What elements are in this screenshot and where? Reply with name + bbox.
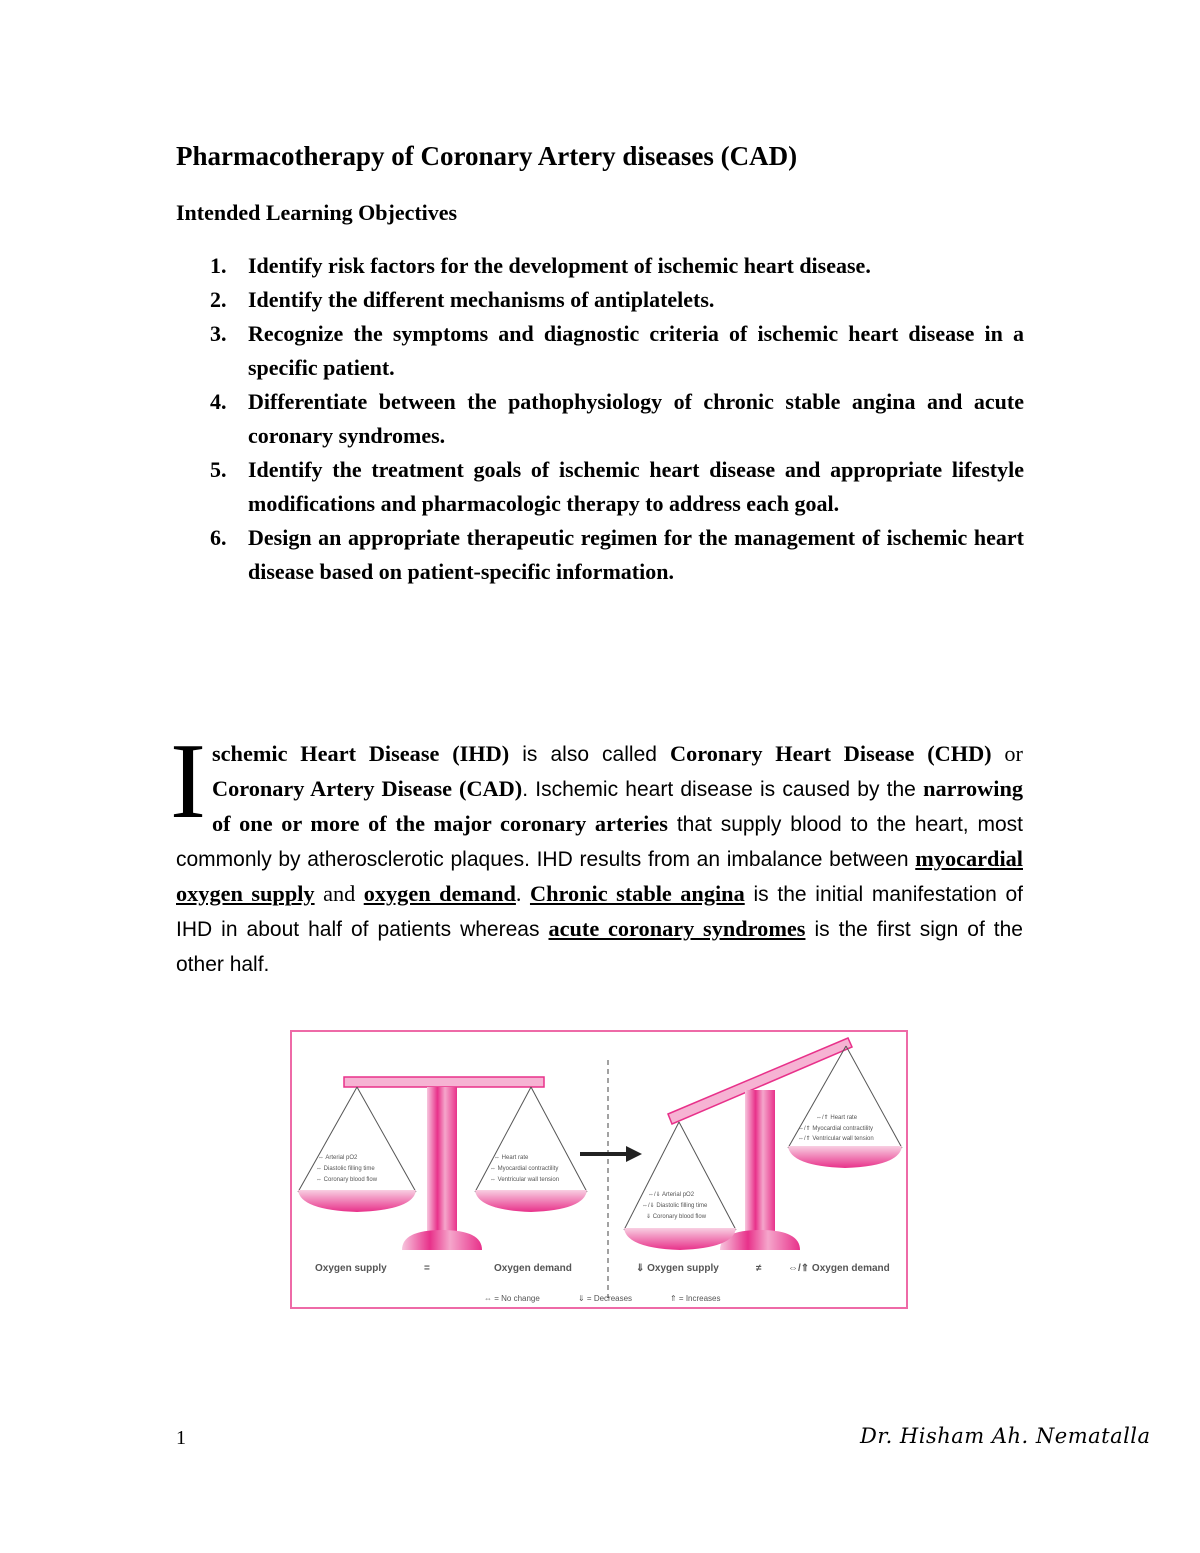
objective-item	[176, 385, 1024, 453]
objective-number: 4.	[210, 389, 227, 414]
term-acs: acute coronary syndromes	[548, 916, 806, 941]
page-number: 1	[176, 1427, 186, 1449]
label-oxygen-supply-decreased: ⇓ Oxygen supply	[636, 1263, 719, 1274]
objective-item	[176, 249, 1024, 283]
left-beam	[344, 1077, 544, 1087]
legend-no-change: ⇔ = No change	[484, 1294, 540, 1303]
objective-item	[176, 283, 1024, 317]
objective-number: 6.	[210, 525, 227, 550]
term-cad: Coronary Artery Disease (CAD)	[211, 776, 523, 801]
label-oxygen-supply: Oxygen supply	[315, 1263, 387, 1274]
text: is the initial manifestation of IHD in about half of patients whereas	[176, 883, 1024, 941]
pan-label: ⇔ Ventricular wall tension	[490, 1177, 560, 1183]
term-narrowing: narrowing of one or more of the major coronary arteries	[211, 776, 1023, 836]
objectives-list	[176, 249, 1024, 589]
objective-item	[176, 317, 1024, 385]
text: and	[314, 881, 364, 906]
text: is the first sign of the other half.	[176, 918, 1023, 976]
left-pillar	[427, 1087, 457, 1237]
objective-number: 1.	[210, 253, 227, 278]
text: . Ischemic heart disease is caused by the	[522, 778, 924, 801]
objectives-heading: Intended Learning Objectives	[176, 200, 458, 225]
term-ihd: schemic Heart Disease (IHD)	[211, 741, 510, 766]
text: or	[991, 741, 1023, 766]
label-not-equal: ≠	[756, 1263, 762, 1274]
label-oxygen-demand: Oxygen demand	[494, 1263, 572, 1274]
text: that supply blood to the heart, most commonly by atherosclerotic plaques. IHD results from an imbalance between	[176, 813, 1024, 871]
term-chd: Coronary Heart Disease (CHD)	[670, 741, 992, 766]
pan-label: ⇔/⇑ Ventricular wall tension	[798, 1136, 874, 1142]
objective-number: 2.	[210, 287, 227, 312]
objective-text: Identify risk factors for the development of ischemic heart disease.	[248, 253, 871, 278]
text: .	[515, 881, 530, 906]
objective-text: Identify the treatment goals of ischemic heart disease and appropriate lifestyle modifications and pharmacologic therapy to address each goal.	[248, 457, 1024, 516]
legend-increases: ⇑ = Increases	[670, 1294, 721, 1303]
pan-label: ⇔/⇑ Heart rate	[816, 1115, 858, 1121]
label-equals: =	[424, 1263, 430, 1274]
ihd-paragraph	[170, 722, 1024, 982]
term-stable-angina: Chronic stable angina	[529, 881, 745, 906]
objective-number: 5.	[210, 457, 227, 482]
objective-text: Differentiate between the pathophysiology of chronic stable angina and acute coronary syndromes.	[248, 389, 1024, 448]
objective-item	[176, 521, 1024, 589]
pan-label: ⇓ Coronary blood flow	[646, 1214, 707, 1220]
pan-label: ⇔ Heart rate	[494, 1155, 529, 1161]
pan-label: ⇔ Coronary blood flow	[316, 1177, 378, 1183]
page-title: Pharmacotherapy of Coronary Artery diseases (CAD)	[176, 141, 798, 171]
author-signature: Dr. Hisham Ah. Nematalla	[860, 1424, 1151, 1448]
objective-number: 3.	[210, 321, 227, 346]
objective-text: Design an appropriate therapeutic regimen for the management of ischemic heart disease based on patient-specific information.	[248, 525, 1024, 584]
supply-demand-balance-figure	[290, 1030, 908, 1309]
drop-cap: I	[170, 722, 206, 841]
pan-label: ⇔/⇓ Diastolic filling time	[642, 1203, 708, 1209]
legend-decreases: ⇓ = Decreases	[578, 1294, 633, 1303]
objective-text: Identify the different mechanisms of antiplatelets.	[248, 287, 715, 312]
pan-label: ⇔ Myocardial contractility	[490, 1166, 559, 1172]
objective-item	[176, 453, 1024, 521]
text: is also called	[509, 743, 670, 766]
pan-label: ⇔/⇑ Myocardial contractility	[798, 1126, 874, 1132]
right-pillar	[745, 1090, 775, 1237]
pan-label: ⇔ Diastolic filling time	[316, 1166, 375, 1172]
pan-label: ⇔/⇓ Arterial pO2	[648, 1192, 695, 1198]
label-oxygen-demand-increased: ⇔/⇑ Oxygen demand	[788, 1263, 890, 1274]
term-oxygen-supply: myocardial oxygen supply	[176, 846, 1023, 906]
term-oxygen-demand: oxygen demand	[363, 881, 516, 906]
objective-text: Recognize the symptoms and diagnostic criteria of ischemic heart disease in a specific patient.	[248, 321, 1024, 380]
pan-label: ⇔ Arterial pO2	[318, 1155, 358, 1161]
